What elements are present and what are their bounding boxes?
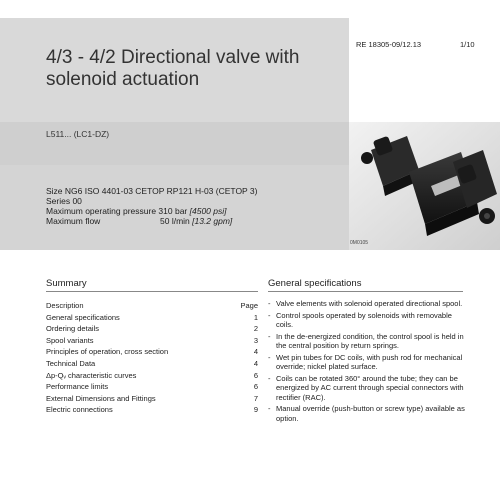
toc-item-page: 4 xyxy=(253,358,258,368)
toc-item-label: Principles of operation, cross section xyxy=(46,347,169,357)
toc-item[interactable] xyxy=(46,404,258,416)
document-reference: RE 18305-09/12.13 xyxy=(356,40,422,49)
table-of-contents xyxy=(46,300,258,416)
document-title: 4/3 - 4/2 Directional valve with solenoid actuation xyxy=(46,47,300,90)
spec-flow-label: Maximum flow xyxy=(46,216,101,226)
toc-item[interactable] xyxy=(46,335,258,347)
summary-divider xyxy=(46,291,258,292)
toc-item-label: External Dimensions and Fittings xyxy=(46,393,156,403)
toc-item[interactable] xyxy=(46,346,258,358)
toc-item[interactable] xyxy=(46,312,258,324)
toc-item-label: Ordering details xyxy=(46,324,99,334)
spec-size: Size NG6 ISO 4401-03 CETOP RP121 H-03 (CETOP 3) xyxy=(46,186,258,196)
toc-item-page: 1 xyxy=(253,312,258,322)
toc-item[interactable] xyxy=(46,393,258,405)
toc-item-label: General specifications xyxy=(46,312,120,322)
toc-item-page: 7 xyxy=(253,393,258,403)
spec-flow-value: 50 l/min xyxy=(160,216,193,226)
general-specification-item: - Coils can be rotated 360° around the tube; they can be energized by AC current through special connectors with rectifier (RAC). xyxy=(268,374,465,402)
toc-item-page: 9 xyxy=(253,405,258,415)
type-code: L511... (LC1-DZ) xyxy=(46,129,110,139)
key-specifications xyxy=(46,186,346,226)
photo-id-label: 0M0105 xyxy=(350,240,369,246)
toc-page-header: Page xyxy=(240,301,258,310)
general-specifications-divider xyxy=(268,291,463,292)
toc-item-label: Δp-Qᵥ characteristic curves xyxy=(46,370,137,380)
toc-description-header: Description xyxy=(46,301,84,310)
spec-flow xyxy=(46,216,346,226)
toc-item-label: Spool variants xyxy=(46,335,94,345)
summary-heading: Summary xyxy=(46,278,87,289)
toc-item-page: 4 xyxy=(253,347,258,357)
toc-item[interactable] xyxy=(46,358,258,370)
toc-item-page: 3 xyxy=(253,335,258,345)
spec-pressure-psi: [4500 psi] xyxy=(189,206,227,216)
toc-item[interactable] xyxy=(46,381,258,393)
toc-item[interactable] xyxy=(46,323,258,335)
spec-pressure-label: Maximum operating pressure 310 bar xyxy=(46,206,190,216)
general-specifications-list xyxy=(268,299,465,426)
general-specification-item: - In the de-energized condition, the control spool is held in the central position by return springs. xyxy=(268,332,465,350)
valve-product-photo xyxy=(349,122,500,250)
toc-item-page: 6 xyxy=(253,370,258,380)
general-specification-item: - Wet pin tubes for DC coils, with push rod for mechanical override; nickel plated surface. xyxy=(268,353,465,371)
toc-item-label: Performance limits xyxy=(46,382,109,392)
toc-header xyxy=(46,300,258,312)
toc-item-page: 2 xyxy=(253,324,258,334)
toc-item-label: Technical Data xyxy=(46,358,96,368)
page-number: 1/10 xyxy=(460,40,475,49)
general-specification-item: - Control spools operated by solenoids with removable coils. xyxy=(268,311,465,329)
general-specifications-heading: General specifications xyxy=(268,278,362,289)
toc-item-page: 6 xyxy=(253,382,258,392)
general-specification-item: - Valve elements with solenoid operated directional spool. xyxy=(268,299,465,308)
toc-item-label: Electric connections xyxy=(46,405,113,415)
toc-item[interactable] xyxy=(46,370,258,382)
spec-series: Series 00 xyxy=(46,196,82,206)
spec-pressure xyxy=(46,206,346,216)
spec-flow-gpm: [13.2 gpm] xyxy=(192,216,233,226)
general-specification-item: - Manual override (push-button or screw type) available as option. xyxy=(268,404,465,422)
